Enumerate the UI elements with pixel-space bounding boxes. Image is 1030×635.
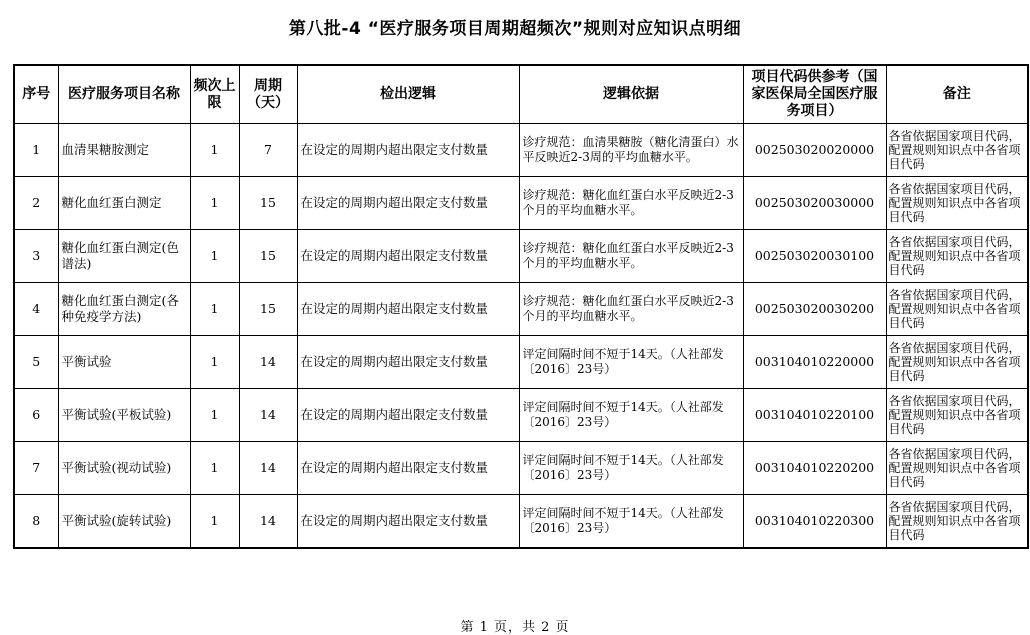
cell-basis: 评定间隔时间不短于14天。（人社部发〔2016〕23号） <box>519 442 743 495</box>
cell-seq: 2 <box>14 177 58 230</box>
cell-note: 各省依据国家项目代码，配置规则知识点中各省项目代码 <box>886 283 1028 336</box>
cell-logic: 在设定的周期内超出限定支付数量 <box>297 230 519 283</box>
cell-note: 各省依据国家项目代码，配置规则知识点中各省项目代码 <box>886 442 1028 495</box>
cell-logic: 在设定的周期内超出限定支付数量 <box>297 336 519 389</box>
cell-basis: 评定间隔时间不短于14天。（人社部发〔2016〕23号） <box>519 495 743 549</box>
header-code: 项目代码供参考（国家医保局全国医疗服务项目） <box>743 65 886 124</box>
cell-basis: 诊疗规范：糖化血红蛋白水平反映近2-3个月的平均血糖水平。 <box>519 177 743 230</box>
cell-name: 血清果糖胺测定 <box>58 124 190 177</box>
cell-logic: 在设定的周期内超出限定支付数量 <box>297 177 519 230</box>
cell-period: 14 <box>239 495 297 549</box>
cell-seq: 5 <box>14 336 58 389</box>
cell-freq: 1 <box>190 442 239 495</box>
cell-freq: 1 <box>190 230 239 283</box>
cell-code: 003104010220100 <box>743 389 886 442</box>
cell-seq: 7 <box>14 442 58 495</box>
cell-seq: 3 <box>14 230 58 283</box>
cell-logic: 在设定的周期内超出限定支付数量 <box>297 124 519 177</box>
cell-logic: 在设定的周期内超出限定支付数量 <box>297 389 519 442</box>
cell-period: 15 <box>239 177 297 230</box>
cell-code: 003104010220300 <box>743 495 886 549</box>
table-row <box>14 230 1028 283</box>
cell-seq: 8 <box>14 495 58 549</box>
cell-name: 平衡试验(平板试验) <box>58 389 190 442</box>
cell-code: 002503020020000 <box>743 124 886 177</box>
cell-period: 15 <box>239 230 297 283</box>
cell-logic: 在设定的周期内超出限定支付数量 <box>297 442 519 495</box>
cell-name: 糖化血红蛋白测定(色谱法) <box>58 230 190 283</box>
cell-note: 各省依据国家项目代码，配置规则知识点中各省项目代码 <box>886 495 1028 549</box>
table-row <box>14 283 1028 336</box>
cell-basis: 诊疗规范：糖化血红蛋白水平反映近2-3个月的平均血糖水平。 <box>519 230 743 283</box>
cell-code: 003104010220000 <box>743 336 886 389</box>
table-row <box>14 442 1028 495</box>
cell-code: 002503020030200 <box>743 283 886 336</box>
header-basis: 逻辑依据 <box>519 65 743 124</box>
cell-note: 各省依据国家项目代码，配置规则知识点中各省项目代码 <box>886 230 1028 283</box>
table-row <box>14 124 1028 177</box>
cell-logic: 在设定的周期内超出限定支付数量 <box>297 283 519 336</box>
cell-period: 15 <box>239 283 297 336</box>
cell-code: 002503020030000 <box>743 177 886 230</box>
table-row <box>14 177 1028 230</box>
table-row <box>14 495 1028 549</box>
cell-freq: 1 <box>190 124 239 177</box>
knowledge-table <box>13 64 1029 549</box>
cell-name: 平衡试验(旋转试验) <box>58 495 190 549</box>
cell-note: 各省依据国家项目代码，配置规则知识点中各省项目代码 <box>886 389 1028 442</box>
page-title: 第八批-4 “医疗服务项目周期超频次”规则对应知识点明细 <box>288 19 742 39</box>
cell-basis: 评定间隔时间不短于14天。（人社部发〔2016〕23号） <box>519 336 743 389</box>
cell-note: 各省依据国家项目代码，配置规则知识点中各省项目代码 <box>886 177 1028 230</box>
cell-code: 003104010220200 <box>743 442 886 495</box>
header-period: 周期（天） <box>239 65 297 124</box>
cell-seq: 4 <box>14 283 58 336</box>
cell-name: 糖化血红蛋白测定 <box>58 177 190 230</box>
table-row <box>14 389 1028 442</box>
cell-freq: 1 <box>190 283 239 336</box>
page-footer: 第 1 页，共 2 页 <box>460 620 570 635</box>
cell-freq: 1 <box>190 336 239 389</box>
cell-logic: 在设定的周期内超出限定支付数量 <box>297 495 519 549</box>
cell-period: 14 <box>239 442 297 495</box>
header-seq: 序号 <box>14 65 58 124</box>
header-name: 医疗服务项目名称 <box>58 65 190 124</box>
cell-name: 平衡试验 <box>58 336 190 389</box>
cell-basis: 诊疗规范：血清果糖胺（糖化清蛋白）水平反映近2-3周的平均血糖水平。 <box>519 124 743 177</box>
cell-basis: 诊疗规范：糖化血红蛋白水平反映近2-3个月的平均血糖水平。 <box>519 283 743 336</box>
cell-name: 糖化血红蛋白测定(各种免疫学方法) <box>58 283 190 336</box>
cell-seq: 1 <box>14 124 58 177</box>
header-freq: 频次上限 <box>190 65 239 124</box>
cell-period: 14 <box>239 389 297 442</box>
cell-note: 各省依据国家项目代码，配置规则知识点中各省项目代码 <box>886 124 1028 177</box>
cell-seq: 6 <box>14 389 58 442</box>
cell-code: 002503020030100 <box>743 230 886 283</box>
header-note: 备注 <box>886 65 1028 124</box>
table-header-row <box>14 65 1028 124</box>
cell-basis: 评定间隔时间不短于14天。（人社部发〔2016〕23号） <box>519 389 743 442</box>
cell-freq: 1 <box>190 389 239 442</box>
cell-freq: 1 <box>190 177 239 230</box>
cell-period: 7 <box>239 124 297 177</box>
cell-note: 各省依据国家项目代码，配置规则知识点中各省项目代码 <box>886 336 1028 389</box>
header-logic: 检出逻辑 <box>297 65 519 124</box>
cell-name: 平衡试验(视动试验) <box>58 442 190 495</box>
cell-period: 14 <box>239 336 297 389</box>
table-row <box>14 336 1028 389</box>
cell-freq: 1 <box>190 495 239 549</box>
